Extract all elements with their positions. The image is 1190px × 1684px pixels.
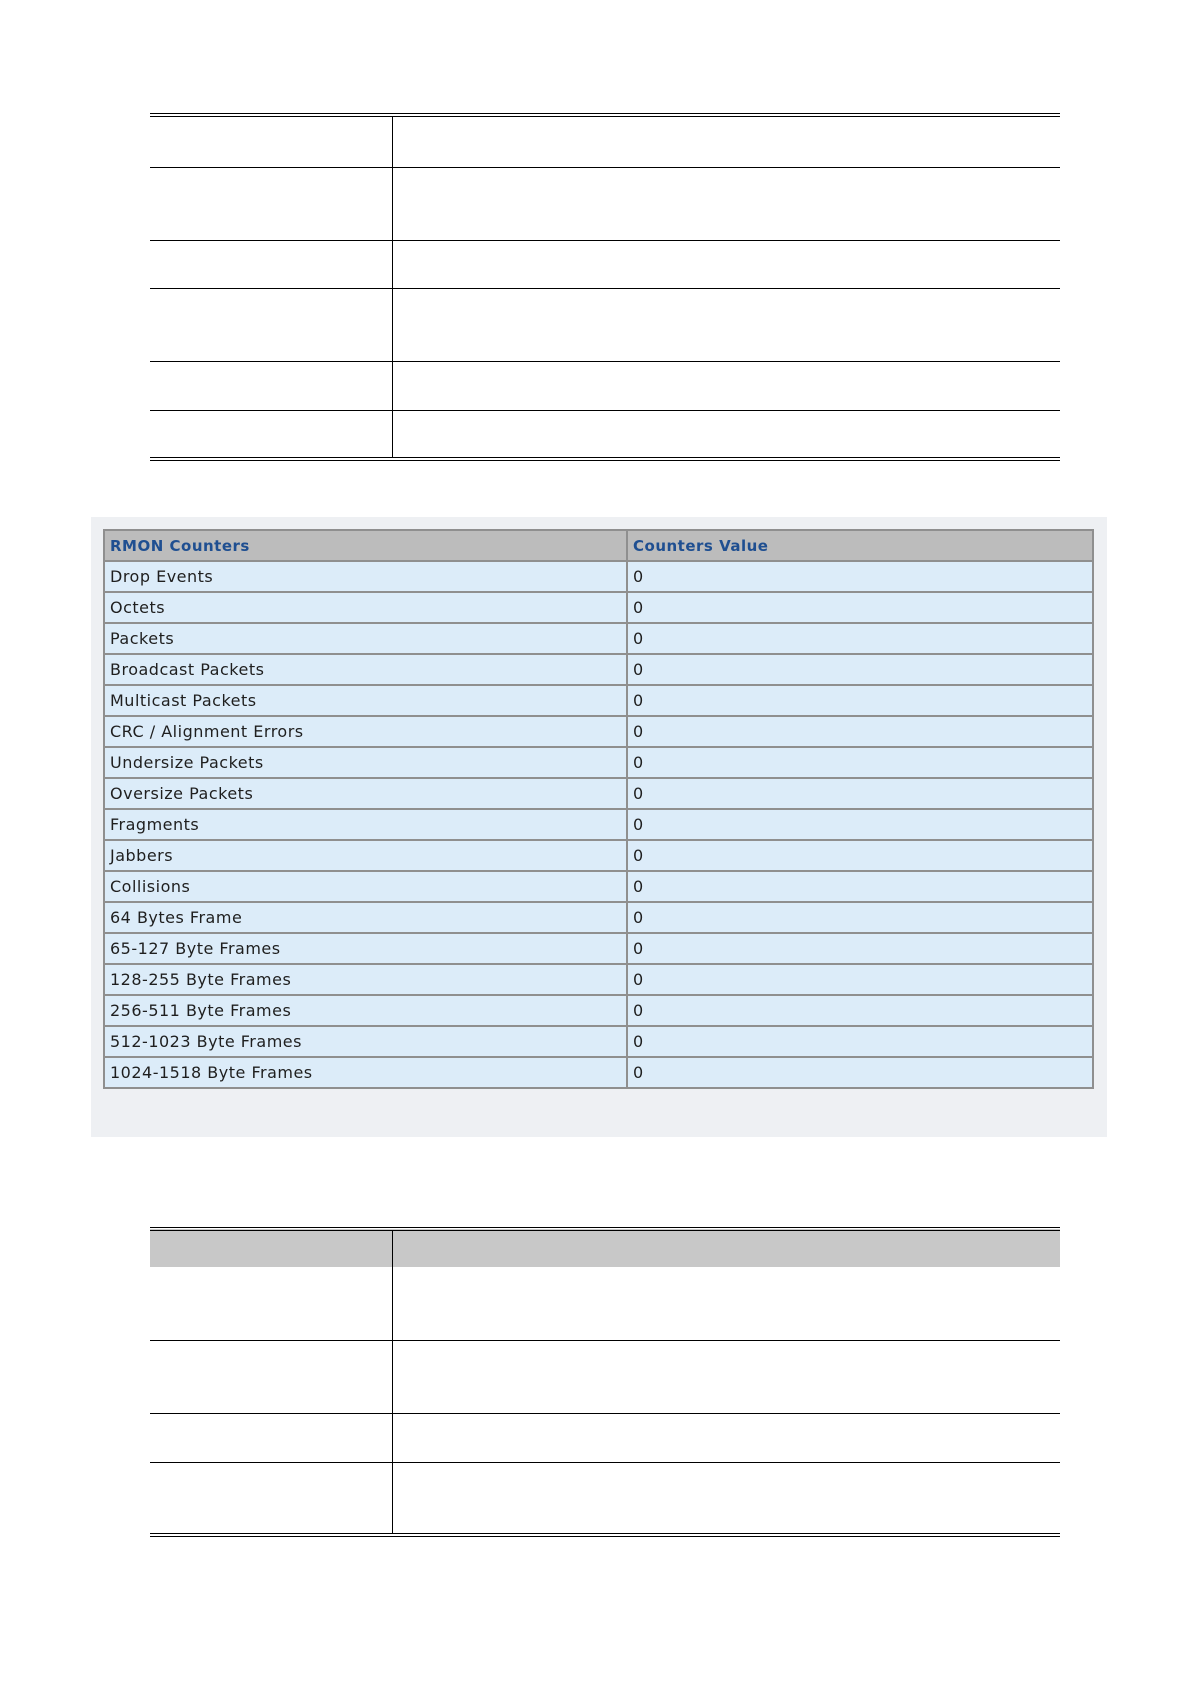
table-row bbox=[104, 685, 1093, 716]
table-row bbox=[104, 902, 1093, 933]
counter-value: 0 bbox=[627, 654, 1093, 685]
top-object-table bbox=[150, 113, 1060, 461]
table-row bbox=[150, 361, 1060, 410]
counter-label: Broadcast Packets bbox=[104, 654, 627, 685]
table-row bbox=[104, 871, 1093, 902]
table-row bbox=[104, 964, 1093, 995]
table-row bbox=[104, 654, 1093, 685]
table-row bbox=[150, 167, 1060, 240]
counter-label: 512-1023 Byte Frames bbox=[104, 1026, 627, 1057]
counter-label: Drop Events bbox=[104, 561, 627, 592]
counter-value: 0 bbox=[627, 778, 1093, 809]
table-row bbox=[104, 1026, 1093, 1057]
rmon-screenshot-panel bbox=[91, 517, 1107, 1137]
table-header-row bbox=[104, 530, 1093, 561]
counter-value: 0 bbox=[627, 685, 1093, 716]
counter-value: 0 bbox=[627, 623, 1093, 654]
table-row bbox=[104, 747, 1093, 778]
counter-label: Packets bbox=[104, 623, 627, 654]
counter-label: Undersize Packets bbox=[104, 747, 627, 778]
counter-value: 0 bbox=[627, 871, 1093, 902]
counter-label: Collisions bbox=[104, 871, 627, 902]
bottom-object-table bbox=[150, 1227, 1060, 1537]
table-row bbox=[104, 840, 1093, 871]
counter-label: Oversize Packets bbox=[104, 778, 627, 809]
column-header-counters-value: Counters Value bbox=[627, 530, 1093, 561]
table-row bbox=[104, 809, 1093, 840]
counter-value: 0 bbox=[627, 995, 1093, 1026]
counter-value: 0 bbox=[627, 964, 1093, 995]
table-row bbox=[150, 288, 1060, 361]
table-row bbox=[104, 592, 1093, 623]
counter-value: 0 bbox=[627, 561, 1093, 592]
counter-label: 1024-1518 Byte Frames bbox=[104, 1057, 627, 1088]
table-row bbox=[104, 716, 1093, 747]
counter-value: 0 bbox=[627, 592, 1093, 623]
table-row bbox=[150, 410, 1060, 459]
counter-label: Octets bbox=[104, 592, 627, 623]
counter-label: Fragments bbox=[104, 809, 627, 840]
table-row bbox=[150, 1340, 1060, 1413]
table-row bbox=[104, 995, 1093, 1026]
counter-label: 128-255 Byte Frames bbox=[104, 964, 627, 995]
column-header-rmon-counters: RMON Counters bbox=[104, 530, 627, 561]
counter-value: 0 bbox=[627, 902, 1093, 933]
table-row bbox=[104, 933, 1093, 964]
table-row bbox=[104, 1057, 1093, 1088]
table-row bbox=[150, 240, 1060, 288]
counter-value: 0 bbox=[627, 933, 1093, 964]
table-row bbox=[104, 623, 1093, 654]
table-row bbox=[104, 778, 1093, 809]
counter-value: 0 bbox=[627, 1057, 1093, 1088]
counter-label: Jabbers bbox=[104, 840, 627, 871]
counter-value: 0 bbox=[627, 716, 1093, 747]
rmon-counters-table bbox=[103, 529, 1094, 1089]
table-row bbox=[150, 1267, 1060, 1340]
counter-value: 0 bbox=[627, 1026, 1093, 1057]
table-row bbox=[150, 115, 1060, 167]
counter-label: Multicast Packets bbox=[104, 685, 627, 716]
table-row bbox=[150, 1413, 1060, 1462]
counter-label: 64 Bytes Frame bbox=[104, 902, 627, 933]
counter-label: 256-511 Byte Frames bbox=[104, 995, 627, 1026]
table-header-row bbox=[150, 1229, 1060, 1267]
counter-value: 0 bbox=[627, 809, 1093, 840]
table-row bbox=[104, 561, 1093, 592]
counter-value: 0 bbox=[627, 840, 1093, 871]
counter-label: 65-127 Byte Frames bbox=[104, 933, 627, 964]
table-row bbox=[150, 1462, 1060, 1535]
counter-label: CRC / Alignment Errors bbox=[104, 716, 627, 747]
counter-value: 0 bbox=[627, 747, 1093, 778]
